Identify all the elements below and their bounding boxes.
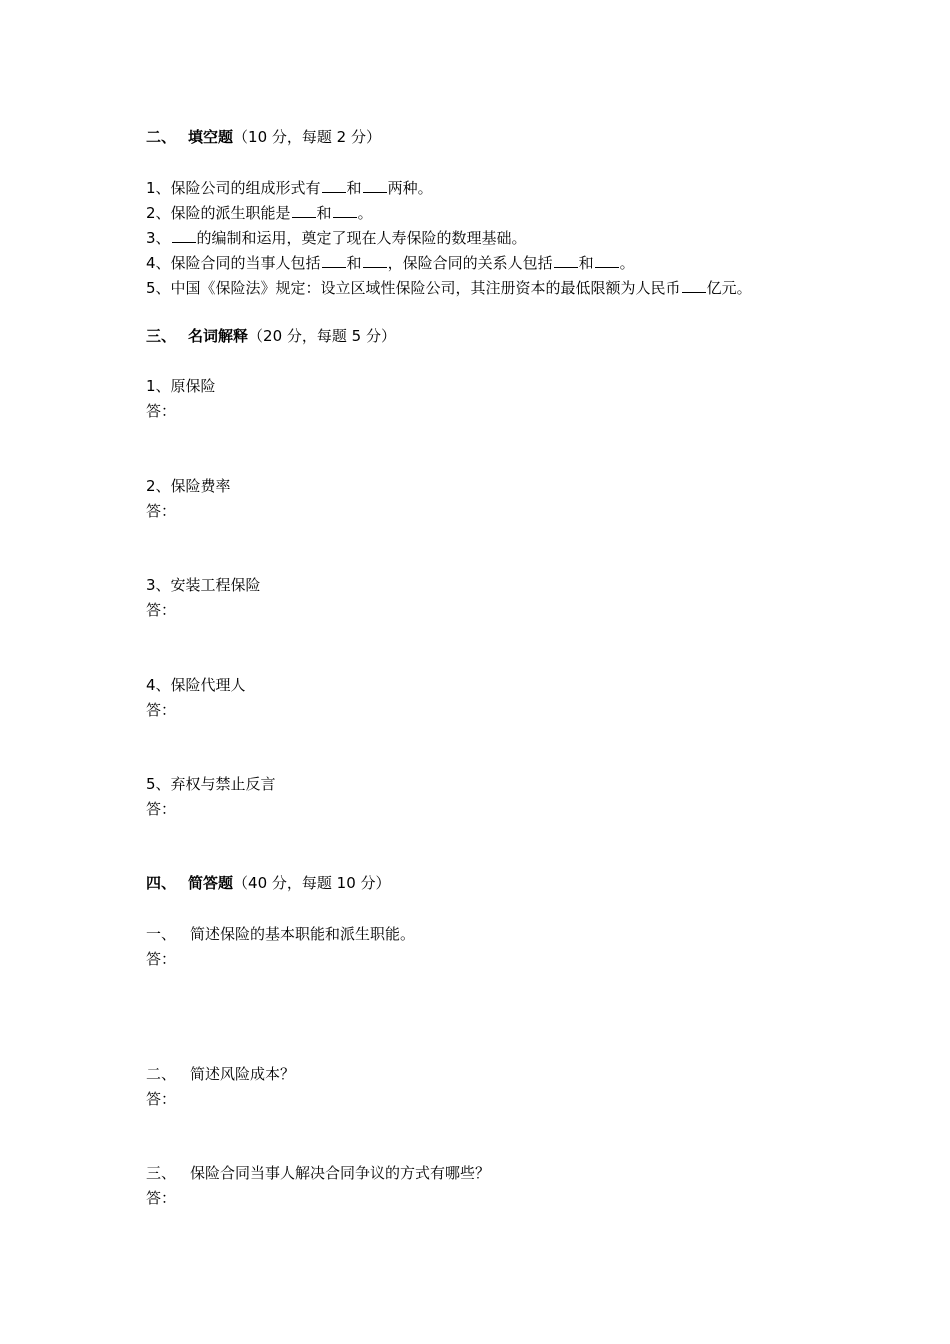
section-2-heading — [146, 127, 381, 147]
section-title: 简答题 — [188, 874, 234, 892]
section-title: 填空题 — [188, 128, 234, 146]
fill-question-2: 2、保险的派生职能是 和 。 — [146, 204, 373, 222]
term-question-2: 2、保险费率 — [146, 477, 231, 495]
answer-label: 答： — [146, 601, 177, 619]
answer-blank[interactable] — [363, 252, 387, 268]
answer-label: 答： — [146, 1090, 177, 1108]
term-question-5: 5、弃权与禁止反言 — [146, 775, 276, 793]
answer-label: 答： — [146, 701, 177, 719]
section-title: 名词解释 — [188, 327, 249, 345]
section-number: 四、 — [146, 874, 177, 892]
fill-question-5: 5、中国《保险法》规定：设立区域性保险公司，其注册资本的最低限额为人民币 亿元。 — [146, 279, 752, 297]
fill-question-1: 1、保险公司的组成形式有 和 两种。 — [146, 179, 433, 197]
answer-label: 答： — [146, 502, 177, 520]
answer-blank[interactable] — [682, 277, 706, 293]
fill-question-3: 3、 的编制和运用，奠定了现在人寿保险的数理基础。 — [146, 229, 527, 247]
section-number: 二、 — [146, 128, 177, 146]
section-4-heading — [146, 873, 391, 893]
term-question-1: 1、原保险 — [146, 377, 216, 395]
term-question-4: 4、保险代理人 — [146, 676, 246, 694]
answer-label: 答： — [146, 800, 177, 818]
short-answer-question-2: 二、 简述风险成本？ — [146, 1065, 296, 1083]
answer-blank[interactable] — [172, 227, 196, 243]
section-score-note: （40 分，每题 10 分） — [233, 874, 391, 892]
term-question-3: 3、安装工程保险 — [146, 576, 261, 594]
answer-label: 答： — [146, 950, 177, 968]
answer-label: 答： — [146, 402, 177, 420]
answer-blank[interactable] — [322, 252, 346, 268]
answer-blank[interactable] — [554, 252, 578, 268]
answer-blank[interactable] — [595, 252, 619, 268]
section-number: 三、 — [146, 327, 177, 345]
section-score-note: （10 分，每题 2 分） — [233, 128, 381, 146]
answer-blank[interactable] — [333, 202, 357, 218]
answer-label: 答： — [146, 1189, 177, 1207]
short-answer-question-1: 一、 简述保险的基本职能和派生职能。 — [146, 925, 416, 943]
fill-question-4: 4、保险合同的当事人包括 和 ，保险合同的关系人包括 和 。 — [146, 254, 635, 272]
answer-blank[interactable] — [363, 177, 387, 193]
section-3-heading — [146, 326, 396, 346]
section-score-note: （20 分，每题 5 分） — [248, 327, 396, 345]
short-answer-question-3: 三、 保险合同当事人解决合同争议的方式有哪些？ — [146, 1164, 491, 1182]
answer-blank[interactable] — [292, 202, 316, 218]
answer-blank[interactable] — [322, 177, 346, 193]
